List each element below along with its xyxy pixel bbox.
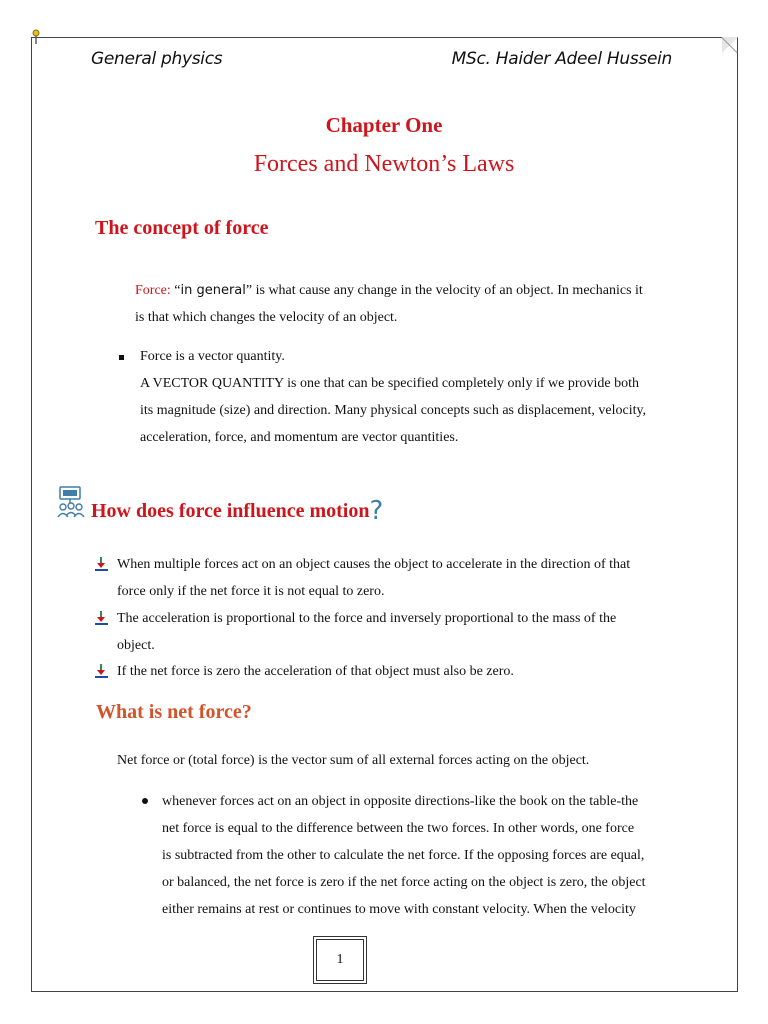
force-definition-line-2: is that which changes the velocity of an object. <box>135 310 398 325</box>
force-definition-rest: ” is what cause any change in the velocity of an object. In mechanics it <box>245 283 643 298</box>
header-course-title: General physics <box>91 49 223 69</box>
page-number: 1 <box>316 939 364 981</box>
motion-item-2-line-2: object. <box>117 638 155 653</box>
header-author: MSc. Haider Adeel Hussein <box>451 49 672 69</box>
arrow-bullet-icon <box>95 664 108 678</box>
vector-line-4: acceleration, force, and momentum are vector quantities. <box>140 430 459 445</box>
vector-line-3: its magnitude (size) and direction. Many physical concepts such as displacement, velocity, <box>140 403 647 418</box>
heading-force-motion-text: How does force influence motion <box>91 500 370 522</box>
motion-item-1-line-1: When multiple forces act on an object causes the object to accelerate in the direction of that <box>117 557 631 572</box>
net-force-line-5: either remains at rest or continues to move with constant velocity. When the velocity <box>162 902 636 917</box>
page-fold-corner <box>722 37 738 53</box>
motion-item-2-line-1: The acceleration is proportional to the force and inversely proportional to the mass of the <box>117 611 617 626</box>
heading-force-motion <box>91 494 383 524</box>
force-definition-quoted: in general <box>180 283 246 298</box>
net-force-line-3: is subtracted from the other to calculate the net force. If the opposing forces are equal, <box>162 848 645 863</box>
motion-item-3-line-1: If the net force is zero the acceleration of that object must also be zero. <box>117 664 514 679</box>
question-mark-icon: ? <box>369 496 384 526</box>
arrow-bullet-icon <box>95 557 108 571</box>
net-force-line-2: net force is equal to the difference between the two forces. In other words, one force <box>162 821 635 836</box>
dot-bullet-icon <box>142 798 148 804</box>
arrow-bullet-icon <box>95 611 108 625</box>
people-computer-icon <box>55 486 87 518</box>
force-definition-label: Force: <box>135 283 171 298</box>
vector-line-1: Force is a vector quantity. <box>140 349 285 364</box>
chapter-subtitle: Forces and Newton’s Laws <box>253 151 515 177</box>
chapter-title: Chapter One <box>325 113 443 137</box>
force-definition-quote-open: “ <box>174 283 181 298</box>
pin-icon <box>31 29 41 45</box>
heading-concept-of-force: The concept of force <box>95 217 269 239</box>
net-force-line-1: whenever forces act on an object in opposite directions-like the book on the table-the <box>162 794 639 809</box>
heading-net-force: What is net force? <box>96 701 252 723</box>
square-bullet-icon <box>119 355 124 360</box>
force-definition-line-1 <box>135 277 678 304</box>
motion-item-1-line-2: force only if the net force it is not equal to zero. <box>117 584 385 599</box>
vector-line-2: A VECTOR QUANTITY is one that can be specified completely only if we provide both <box>140 376 639 391</box>
net-force-line-4: or balanced, the net force is zero if the net force acting on the object is zero, the object <box>162 875 646 890</box>
net-force-definition: Net force or (total force) is the vector sum of all external forces acting on the object. <box>117 753 590 768</box>
